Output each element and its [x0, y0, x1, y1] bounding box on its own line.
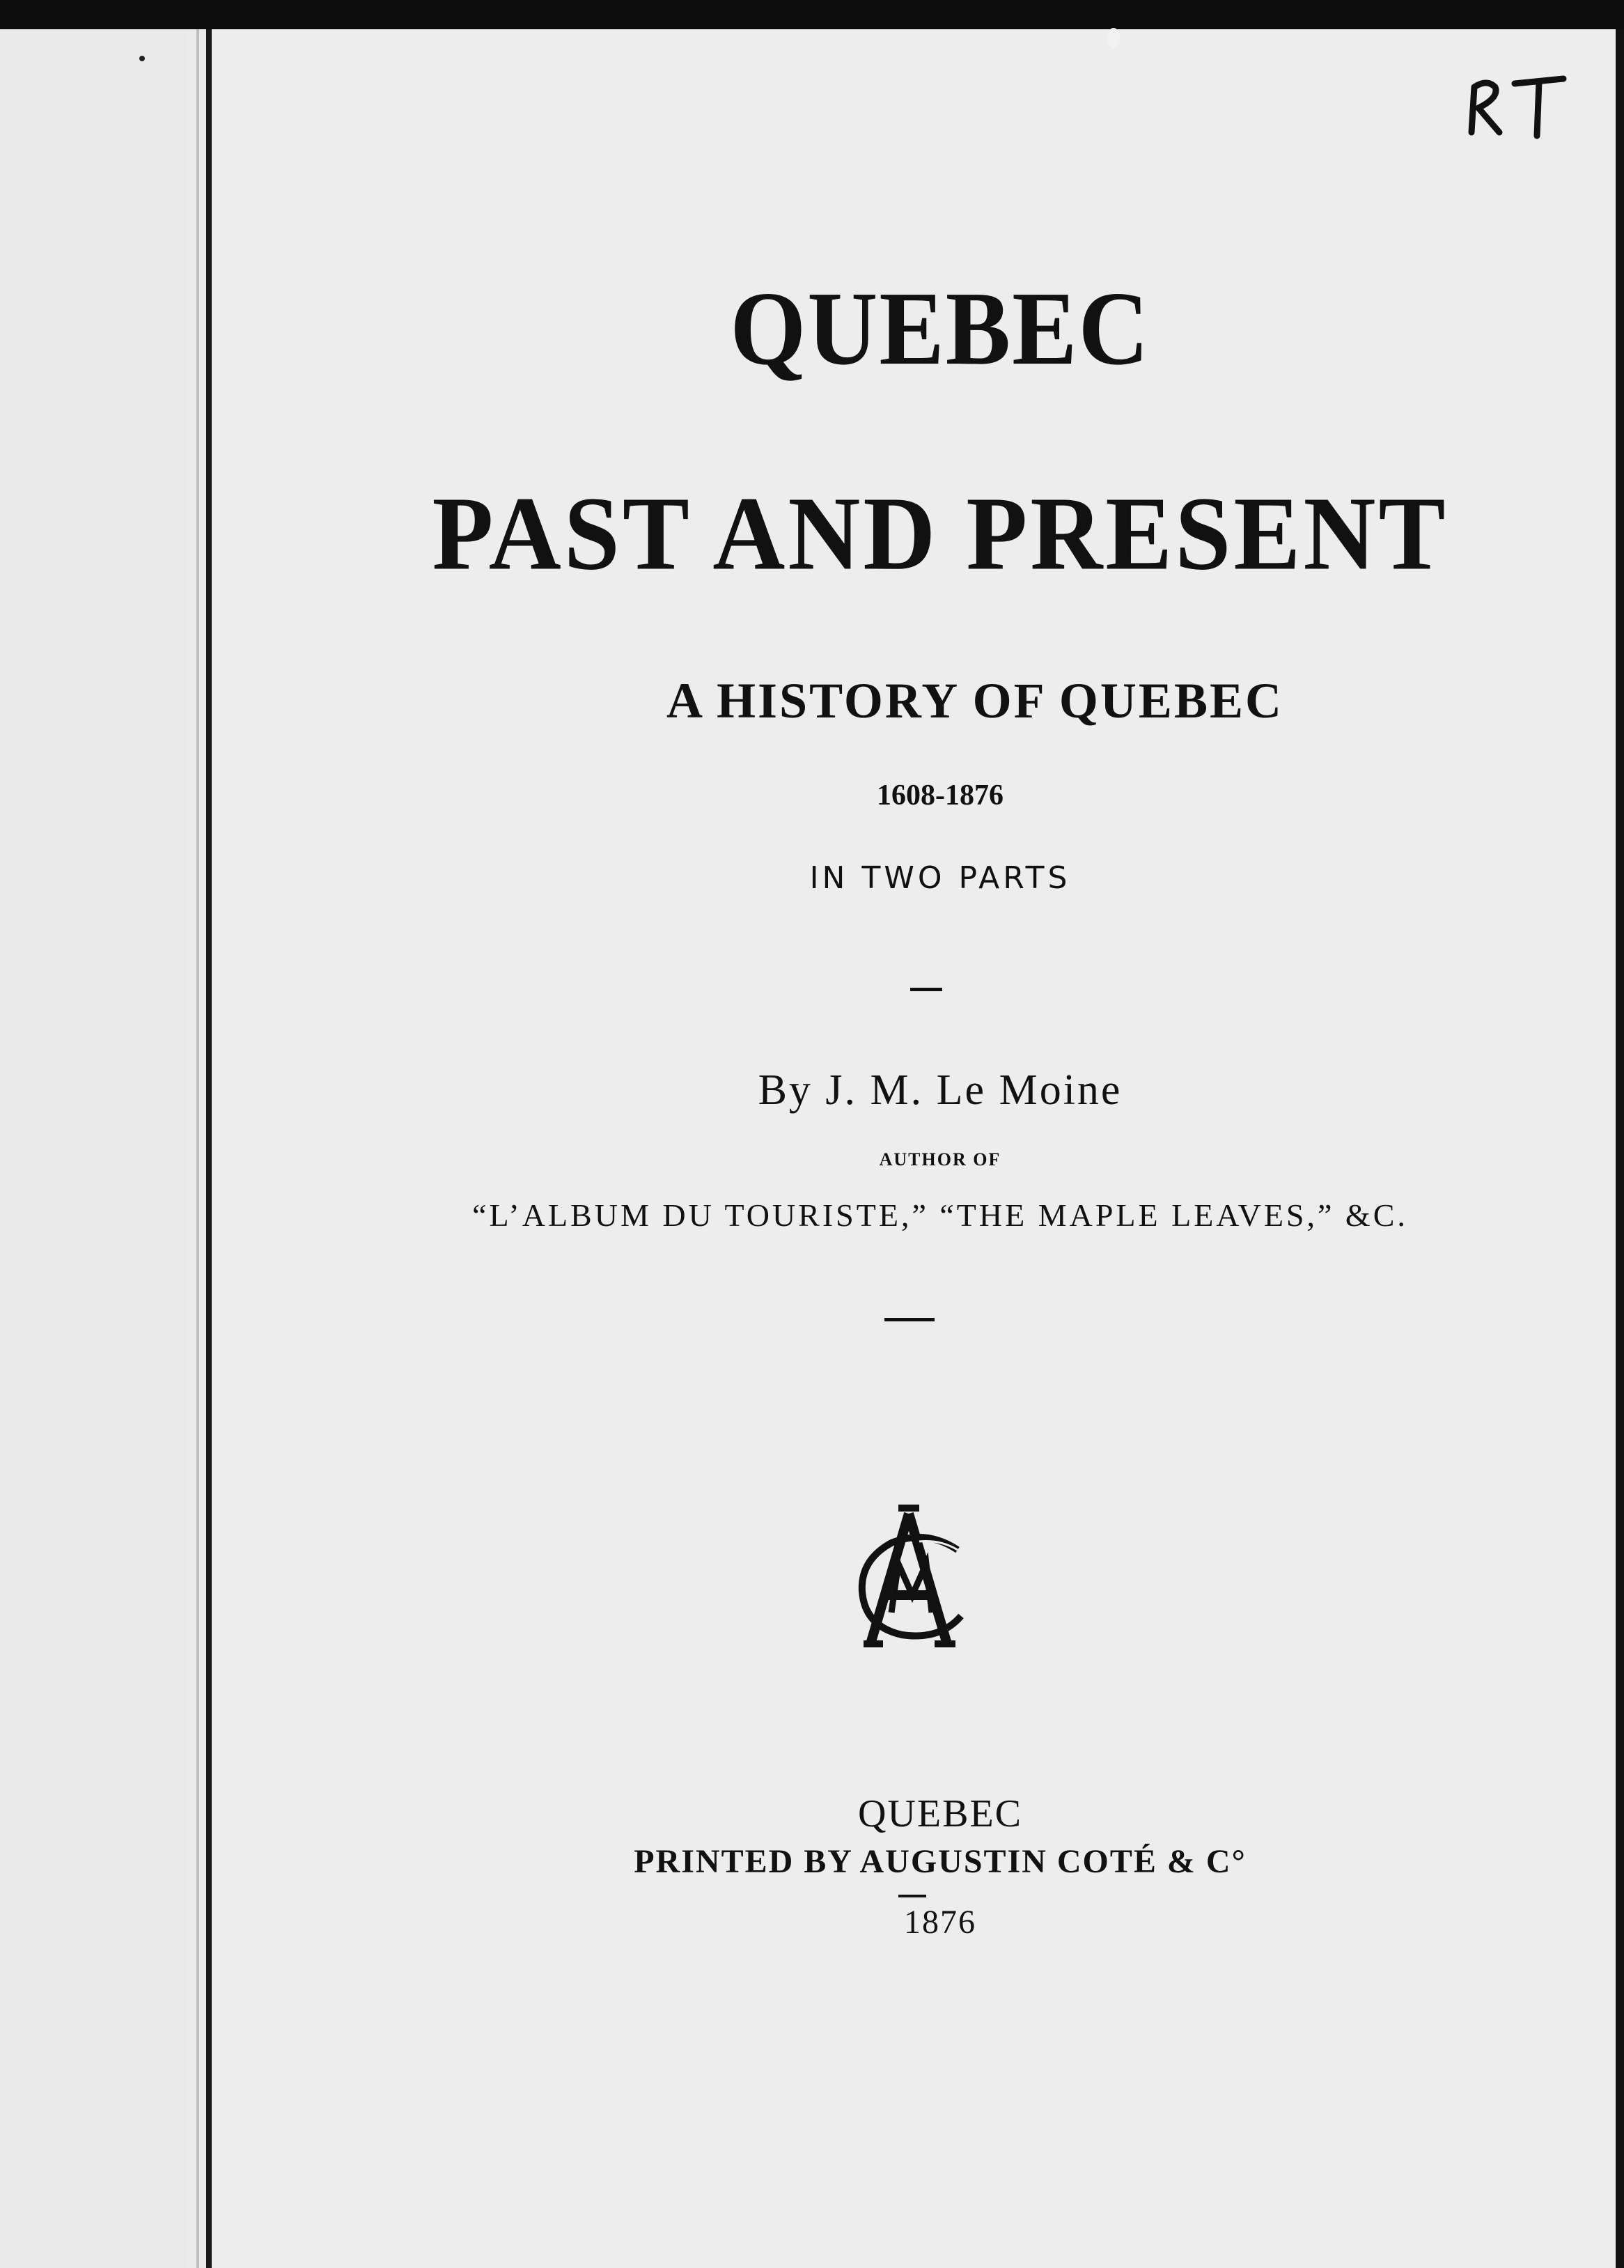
date-range: 1608-1876 — [877, 779, 1004, 811]
publisher-imprint: PRINTED BY AUGUSTIN COTÉ & C° — [634, 1843, 1247, 1880]
book-title: QUEBEC — [730, 270, 1150, 387]
scan-right-edge — [1616, 29, 1624, 2268]
scan-top-edge — [0, 0, 1624, 29]
book-subtitle: PAST AND PRESENT — [432, 476, 1449, 593]
author-of-label: AUTHOR OF — [879, 1149, 1001, 1170]
previous-works: “L’ALBUM DU TOURISTE,” “THE MAPLE LEAVES,” &C. — [472, 1197, 1408, 1233]
book-description: A HISTORY OF QUEBEC — [666, 673, 1283, 729]
publisher-place: QUEBEC — [858, 1792, 1022, 1835]
speck — [139, 56, 145, 61]
parts-note: IN TWO PARTS — [809, 860, 1071, 896]
handwritten-library-mark — [1459, 66, 1570, 143]
printer-monogram-logo — [843, 1501, 975, 1654]
gutter-line — [206, 29, 212, 2268]
divider-rule — [898, 1895, 926, 1897]
author-byline: By J. M. Le Moine — [758, 1066, 1123, 1114]
divider-rule — [884, 1318, 935, 1321]
divider-rule — [910, 988, 942, 991]
publication-year: 1876 — [904, 1904, 976, 1941]
gutter-shadow — [196, 29, 199, 2268]
facing-page-strip — [0, 29, 188, 2268]
speck — [1107, 28, 1120, 49]
